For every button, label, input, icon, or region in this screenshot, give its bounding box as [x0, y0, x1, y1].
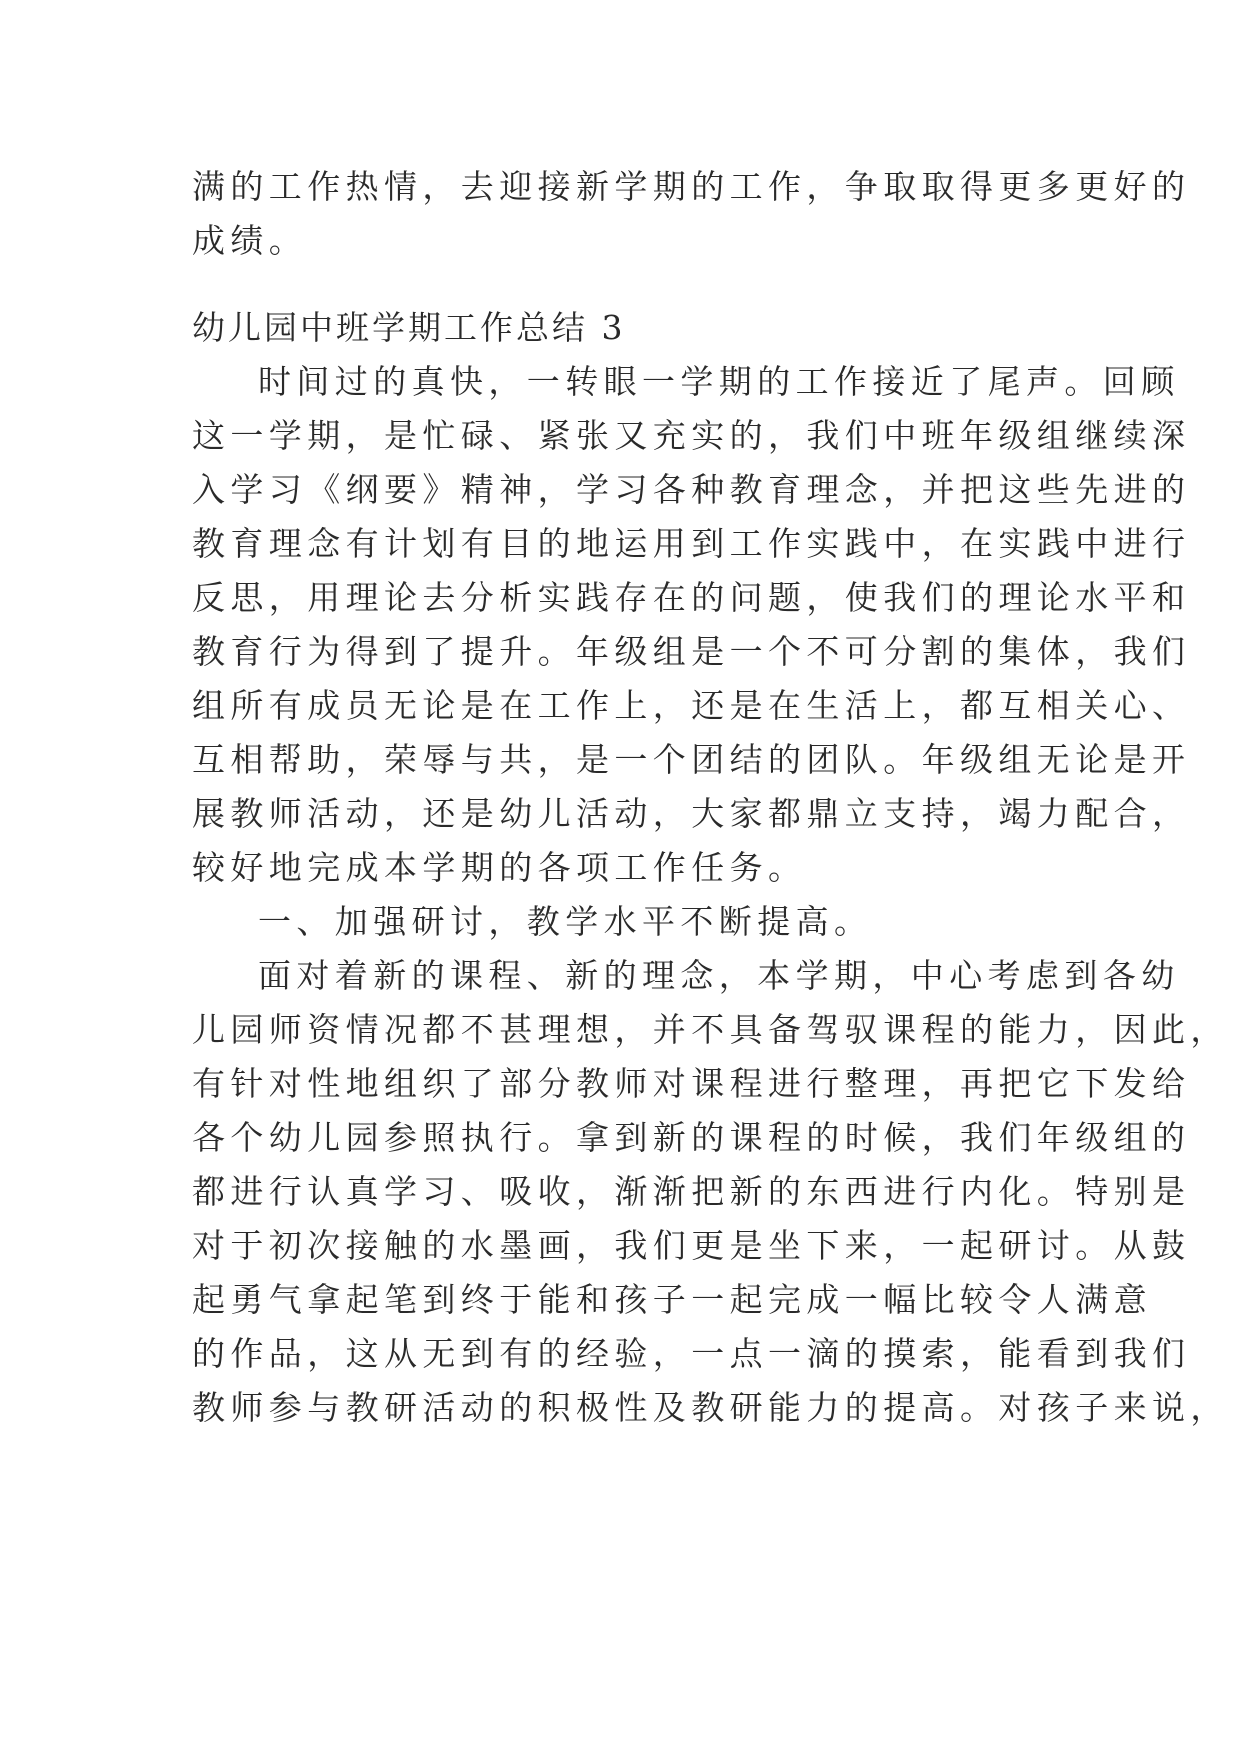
text-line: 互相帮助，荣辱与共，是一个团结的团队。年级组无论是开	[192, 740, 1191, 779]
text-line: 组所有成员无论是在工作上，还是在生活上，都互相关心、	[192, 686, 1191, 725]
text-line: 的作品，这从无到有的经验，一点一滴的摸索，能看到我们	[192, 1334, 1191, 1373]
text-line: 反思，用理论去分析实践存在的问题，使我们的理论水平和	[192, 578, 1191, 617]
text-line: 这一学期，是忙碌、紧张又充实的，我们中班年级组继续深	[192, 416, 1191, 455]
text-line: 入学习《纲要》精神，学习各种教育理念，并把这些先进的	[192, 470, 1191, 509]
section-heading: 幼儿园中班学期工作总结 3	[192, 308, 626, 347]
text-line: 面对着新的课程、新的理念，本学期，中心考虑到各幼	[258, 956, 1180, 995]
text-line: 时间过的真快，一转眼一学期的工作接近了尾声。回顾	[258, 362, 1180, 401]
text-line: 展教师活动，还是幼儿活动，大家都鼎立支持，竭力配合，	[192, 794, 1191, 833]
text-line: 满的工作热情，去迎接新学期的工作，争取取得更多更好的	[192, 167, 1191, 206]
text-line: 各个幼儿园参照执行。拿到新的课程的时候，我们年级组的	[192, 1118, 1191, 1157]
text-line: 教育行为得到了提升。年级组是一个不可分割的集体，我们	[192, 632, 1191, 671]
text-line: 较好地完成本学期的各项工作任务。	[192, 848, 807, 887]
text-line: 对于初次接触的水墨画，我们更是坐下来，一起研讨。从鼓	[192, 1226, 1191, 1265]
text-line: 有针对性地组织了部分教师对课程进行整理，再把它下发给	[192, 1064, 1191, 1103]
subsection-title: 一、加强研讨，教学水平不断提高。	[258, 902, 873, 941]
text-line: 都进行认真学习、吸收，渐渐把新的东西进行内化。特别是	[192, 1172, 1191, 1211]
text-line: 儿园师资情况都不甚理想，并不具备驾驭课程的能力，因此，	[192, 1010, 1229, 1049]
text-line: 教育理念有计划有目的地运用到工作实践中，在实践中进行	[192, 524, 1191, 563]
text-line: 成绩。	[192, 221, 308, 260]
text-line: 教师参与教研活动的积极性及教研能力的提高。对孩子来说，	[192, 1388, 1229, 1427]
text-line: 起勇气拿起笔到终于能和孩子一起完成一幅比较令人满意	[192, 1280, 1152, 1319]
